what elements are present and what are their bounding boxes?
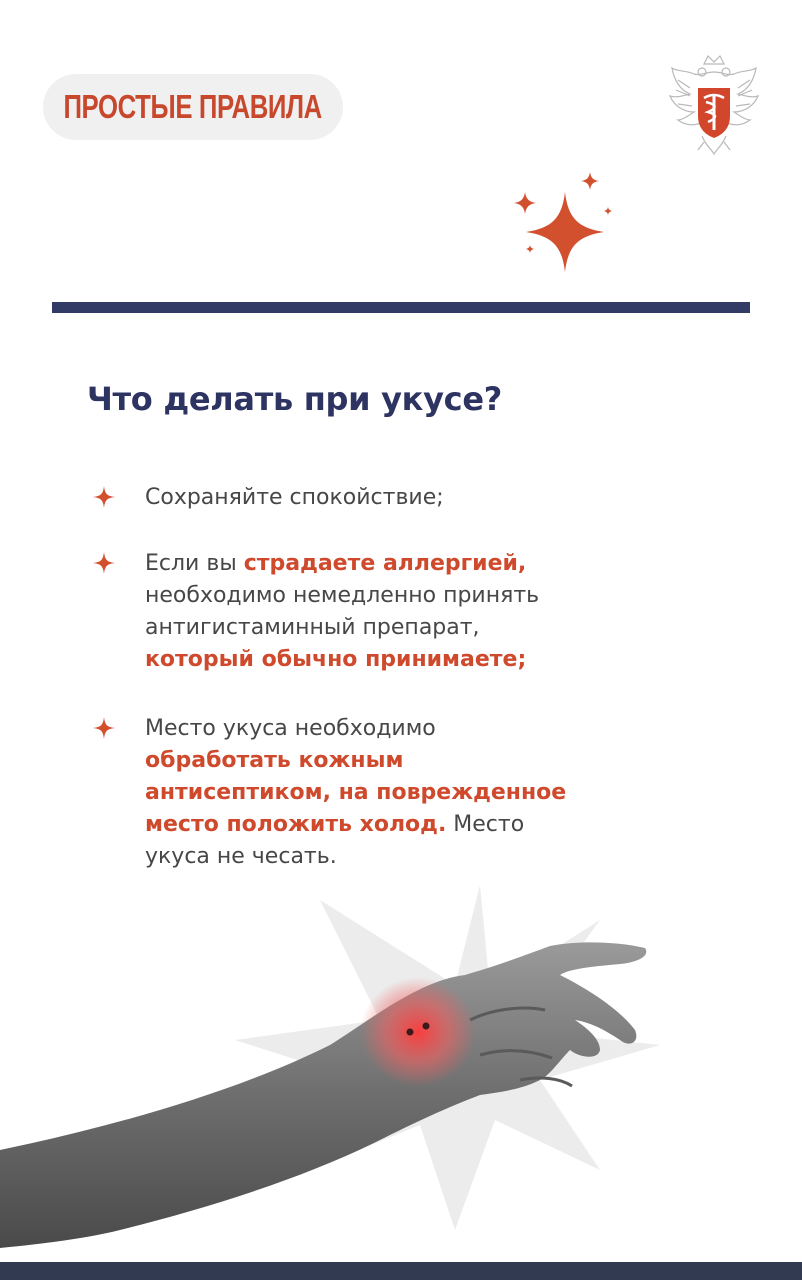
footer-bar bbox=[0, 1262, 802, 1280]
page-title: Что делать при укусе? bbox=[87, 380, 502, 418]
highlight-text: место положить холод. bbox=[145, 812, 447, 837]
highlight-text: страдаете аллергией, bbox=[243, 551, 527, 576]
plus-bullet-icon bbox=[92, 716, 116, 740]
header-badge bbox=[43, 74, 343, 140]
body-text: Если вы bbox=[145, 551, 244, 576]
body-text: Место укуса необходимо bbox=[145, 716, 436, 741]
rule-line bbox=[145, 777, 645, 809]
plus-bullet-icon bbox=[92, 485, 116, 509]
rule-text bbox=[145, 713, 645, 873]
rule-text bbox=[145, 482, 645, 514]
rule-text bbox=[145, 548, 645, 676]
highlight-text: который обычно принимаете; bbox=[145, 647, 527, 672]
rule-line bbox=[145, 644, 645, 676]
body-text: Сохраняйте спокойствие; bbox=[145, 485, 444, 510]
rule-line bbox=[145, 548, 645, 580]
body-text: необходимо немедленно принять bbox=[145, 583, 540, 608]
body-text: Место bbox=[446, 812, 525, 837]
ministry-of-health-emblem-icon bbox=[664, 50, 764, 158]
divider-rule bbox=[52, 302, 750, 313]
rule-line bbox=[145, 482, 645, 514]
highlight-text: антисептиком, на поврежденное bbox=[145, 780, 567, 805]
rule-line bbox=[145, 580, 645, 612]
arm-with-bite-mark-icon bbox=[0, 880, 802, 1260]
sparkles-icon bbox=[508, 168, 618, 276]
badge-label: ПРОСТЫЕ ПРАВИЛА bbox=[63, 88, 323, 125]
rule-line bbox=[145, 841, 645, 873]
plus-bullet-icon bbox=[92, 551, 116, 575]
rule-line bbox=[145, 745, 645, 777]
body-text: укуса не чесать. bbox=[145, 844, 337, 869]
rule-line bbox=[145, 809, 645, 841]
highlight-text: обработать кожным bbox=[145, 748, 404, 773]
body-text: антигистаминный препарат, bbox=[145, 615, 480, 640]
rule-line bbox=[145, 713, 645, 745]
rule-line bbox=[145, 612, 645, 644]
